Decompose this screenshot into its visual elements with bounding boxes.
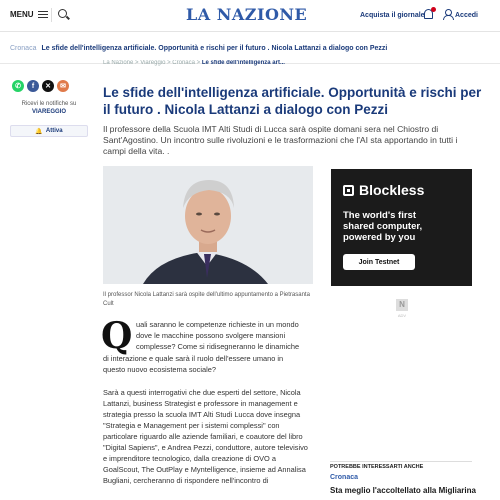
ad-brand-name: Blockless bbox=[359, 182, 425, 198]
advertisement[interactable] bbox=[331, 169, 472, 286]
ad-tagline-line: shared computer, bbox=[343, 221, 423, 232]
ad-tagline-line: The world's first bbox=[343, 210, 416, 221]
search-icon[interactable] bbox=[58, 9, 67, 18]
sub-breadcrumb-title: Le sfide dell'intelligenza art... bbox=[201, 60, 285, 66]
header-divider bbox=[51, 8, 52, 22]
whatsapp-icon[interactable]: ✆ bbox=[12, 80, 24, 92]
paragraph-line: questo nuovo ecosistema sociale? bbox=[103, 364, 216, 374]
bell-icon: 🔔 bbox=[35, 128, 43, 135]
site-logo[interactable]: LA NAZIONE bbox=[186, 5, 308, 24]
related-divider bbox=[330, 461, 472, 462]
menu-label: MENU bbox=[10, 10, 34, 19]
facebook-icon[interactable]: f bbox=[27, 80, 39, 92]
blockless-logo-icon bbox=[343, 185, 354, 196]
drop-cap: Q bbox=[101, 315, 133, 357]
article-lead: Il professore della Scuola IMT Alti Studi di Lucca sarà ospite domani sera nel Chiostro di Sant'Agostino. Un incontro sulle rivoluzioni e le trasformazioni che l'AI sta apportando in tutti i campi della vita. . bbox=[103, 124, 458, 156]
sub-breadcrumb-paper[interactable]: La Nazione bbox=[103, 60, 134, 66]
paragraph-line: dove le macchine possono svolgere mansioni bbox=[136, 331, 286, 341]
user-icon[interactable] bbox=[443, 9, 452, 19]
breadcrumb-title: Le sfide dell'intelligenza artificiale. Opportunità e rischi per il futuro . Nicola Lattanzi a dialogo con Pezzi bbox=[41, 45, 388, 52]
join-testnet-button[interactable]: Join Testnet bbox=[343, 254, 415, 270]
photo-caption: Il professor Nicola Lattanzi sarà ospite dell'ultimo appuntamento a Pietrasanta Cult bbox=[103, 292, 310, 307]
breadcrumb-section[interactable]: Cronaca bbox=[10, 45, 37, 52]
breadcrumb bbox=[10, 45, 387, 52]
site-header bbox=[0, 0, 500, 32]
ad-tagline bbox=[343, 210, 422, 243]
bell-icon[interactable] bbox=[424, 9, 433, 19]
activate-label: Attiva bbox=[45, 128, 63, 134]
placeholder-logo-icon: N bbox=[396, 299, 408, 311]
sub-breadcrumb-section[interactable]: Cronaca bbox=[172, 60, 195, 66]
x-icon[interactable]: ✕ bbox=[42, 80, 54, 92]
ad-tagline-line: powered by you bbox=[343, 232, 416, 243]
login-link[interactable]: Accedi bbox=[455, 12, 478, 19]
sub-breadcrumb-city[interactable]: Viareggio bbox=[140, 60, 166, 66]
share-bar bbox=[12, 80, 69, 92]
notification-prompt bbox=[8, 100, 90, 116]
article-photo[interactable] bbox=[103, 166, 313, 284]
article-paragraph-2: Sarà a questi interrogativi che due esperti del settore, Nicola Lattanzi, business Strategist e professore in management e strategia presso la scuola IMT Alti Studi Lucca dove insegna "Strategia e Management per i sistemi complessi" con particolare riguardo alle aziende familiari, e coautore del libro "Digital Sapiens", e Andrea Pezzi, conduttore, autore televisivo e imprenditore tecnologico, dalla creazione di OVO a GoalScout, The OutPlay e Myntelligence, insieme ad Annalisa Bugliani, cercheranno di rispondere nell'incontro di bbox=[103, 388, 308, 485]
notification-dot bbox=[431, 7, 436, 12]
email-icon[interactable]: ✉ bbox=[57, 80, 69, 92]
related-heading: POTREBBE INTERESSARTI ANCHE bbox=[330, 464, 424, 470]
activate-notifications-button[interactable] bbox=[10, 125, 88, 137]
paragraph-line: complesse? Come si ridisegneranno le dinamiche bbox=[136, 342, 300, 352]
menu-button[interactable] bbox=[10, 10, 48, 19]
notification-text: Ricevi le notifiche su bbox=[21, 101, 77, 107]
article-paragraph-1 bbox=[101, 315, 313, 375]
paragraph-line: uali saranno le competenze richieste in un mondo bbox=[136, 320, 299, 329]
related-category[interactable]: Cronaca bbox=[330, 474, 359, 481]
portrait-illustration bbox=[103, 166, 313, 284]
paragraph-line: di interazione e quale sarà il ruolo dell'essere umano in bbox=[103, 353, 284, 363]
article-title: Le sfide dell'intelligenza artificiale. Opportunità e rischi per il futuro . Nicola Lattanzi a dialogo con Pezzi bbox=[103, 85, 482, 117]
ad-brand bbox=[343, 182, 424, 198]
buy-newspaper-link[interactable]: Acquista il giornale bbox=[360, 12, 425, 19]
sub-breadcrumb: La Nazione > Viareggio > Cronaca > Le sfide dell'intelligenza art... bbox=[103, 60, 285, 66]
placeholder-text: ADV bbox=[397, 313, 407, 318]
related-title[interactable]: Sta meglio l'accoltellato alla Migliarina bbox=[330, 486, 476, 495]
hamburger-icon bbox=[38, 11, 48, 18]
ad-placeholder bbox=[395, 299, 409, 321]
notification-city: VIAREGGIO bbox=[31, 109, 66, 115]
